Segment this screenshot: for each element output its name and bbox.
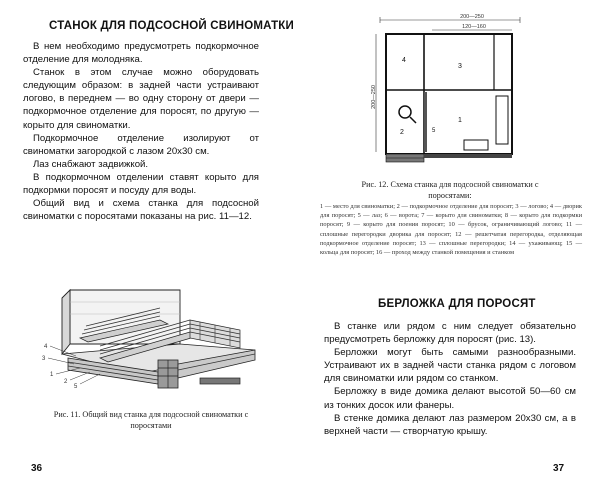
dim-left: 200—250 <box>371 85 377 109</box>
paragraph: В стенке домика делают лаз размером 20х30 см, а в верхней части — створчатую крышу. <box>324 412 576 437</box>
plan-label: 4 <box>402 57 406 64</box>
piglet-den-text <box>324 320 576 438</box>
dim-top: 200—250 <box>460 14 484 20</box>
paragraph: В станке или рядом с ним следует обязательно предусмотреть берложку для поросят (рис. 13). <box>324 321 576 346</box>
sow-pen-text <box>23 40 259 223</box>
right-page <box>300 0 600 497</box>
figure-11-pen-drawing <box>40 284 270 392</box>
fig11-label: 4 <box>44 344 48 350</box>
paragraph: В подкормочном отделении ставят корыто для подкормки поросят и посуду для воды. <box>23 171 259 197</box>
figure-11-caption: Рис. 11. Общий вид станка для подсосной свиноматки с поросятами <box>53 410 249 430</box>
fig11-label: 2 <box>64 379 68 385</box>
plan-label: 5 <box>432 128 436 134</box>
paragraph: Берложку в виде домика делают высотой 50—60 см из тонких досок или фанеры. <box>324 386 576 411</box>
paragraph: Лаз снабжают задвижкой. <box>33 158 149 170</box>
section-heading-piglet-den: БЕРЛОЖКА ДЛЯ ПОРОСЯТ <box>378 298 536 310</box>
fig11-label: 5 <box>74 384 78 390</box>
section-heading-sow-pen: СТАНОК ДЛЯ ПОДСОСНОЙ СВИНОМАТКИ <box>49 20 294 32</box>
figure-12-plan-schema <box>372 12 532 172</box>
dim-inner: 120—160 <box>462 24 486 30</box>
fig11-label: 1 <box>50 372 54 378</box>
paragraph: Подкормочное отделение изолируют от свиноматки загородкой с лазом 20х30 см. <box>23 132 259 157</box>
figure-12-caption: Рис. 12. Схема станка для подсосной свиноматки с поросятами: <box>361 180 539 200</box>
figure-12-legend: 1 — место для свиноматки; 2 — подкормочное отделение для поросят; 3 — логово; 4 — дворик для поросят; 5 — лаз; 6 — ворота; 7 — корыто для свиноматки; 8 — корыто для подкормки поросят; 9 — корыто для поения поросят; 10 — брусок, ограничивающий логово; 11 — сплошные перегородки дворика для поросят; 12 — решетчатая перегородка, отделяющая подкормочное отделение поросят; 13 — сплошные перегородки; 14 — ухаживающ; 15 — кольца для поросят; 16 — проход между станкой помещения и станком <box>320 203 582 257</box>
plan-label: 1 <box>458 117 462 124</box>
paragraph: Станок в этом случае можно оборудовать следующим образом: в задней части устраивают логово, в переднем — во одну сторону от двери — подкормочное отделение для поросят, по другую — корыто для свиноматки. <box>23 67 259 131</box>
page-number-right: 37 <box>553 463 565 474</box>
paragraph: В нем необходимо предусмотреть подкормочное отделение для молодняка. <box>23 41 259 66</box>
fig11-label: 3 <box>42 356 46 362</box>
plan-label: 3 <box>458 63 462 70</box>
plan-label: 2 <box>400 129 404 136</box>
page-number-left: 36 <box>31 463 43 474</box>
paragraph: Общий вид и схема станка для подсосной свиноматки с поросятами показаны на рис. 11—12. <box>23 198 259 223</box>
paragraph: Берложки могут быть самыми разнообразными. Устраивают их в задней части станка рядом с логовом для свиноматки или рядом со станком. <box>324 347 576 385</box>
